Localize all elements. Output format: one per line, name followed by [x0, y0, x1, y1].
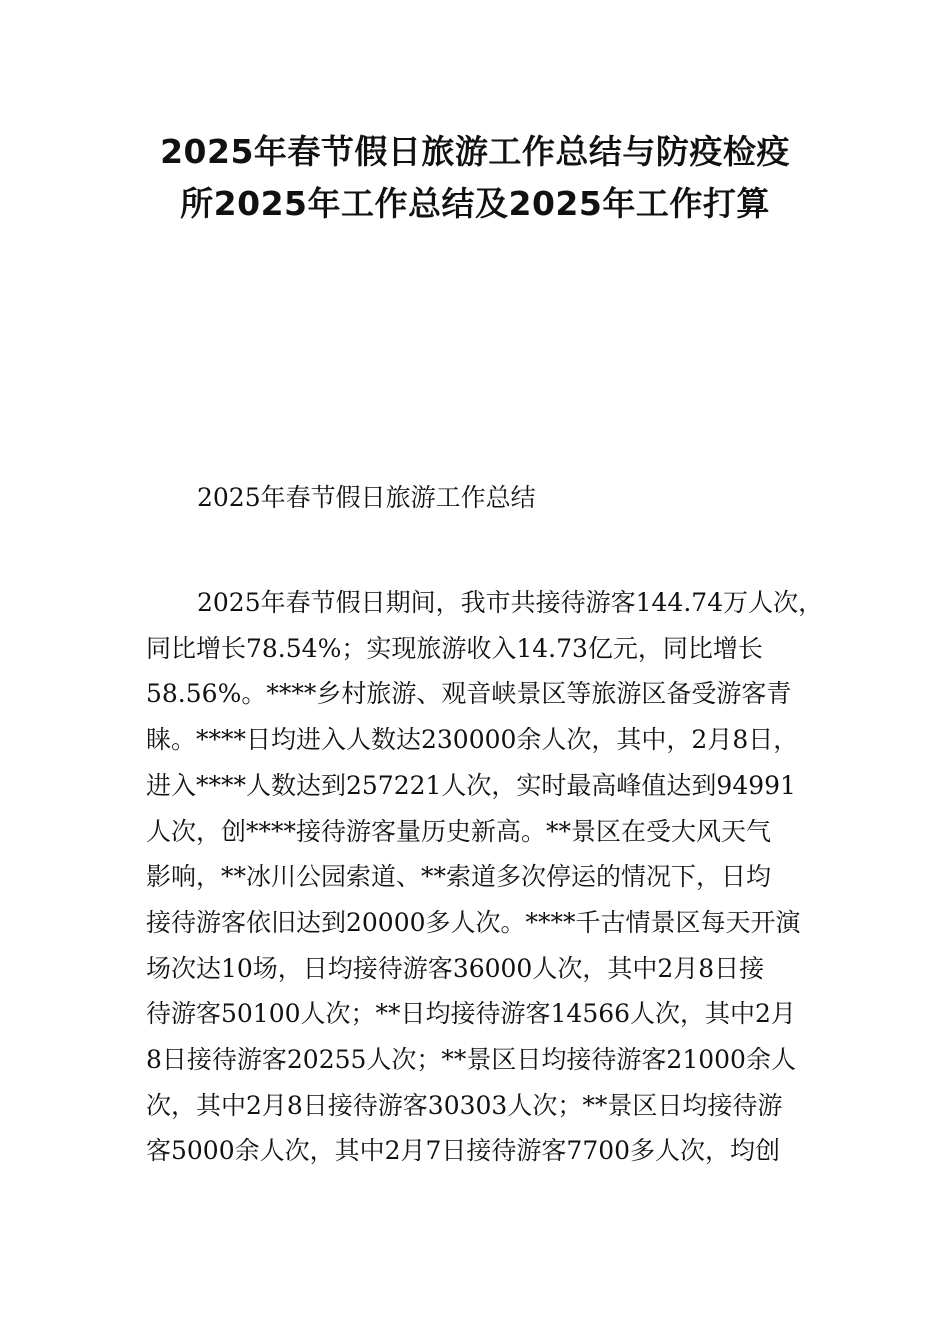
- body-line: 影响，**冰川公园索道、**索道多次停运的情况下，日均: [146, 862, 772, 892]
- body-line: 次，其中2月8日接待游客30303人次；**景区日均接待游: [146, 1090, 783, 1120]
- document-title: [120, 126, 830, 230]
- body-line: 客5000余人次，其中2月7日接待游客7700多人次，均创: [146, 1136, 781, 1166]
- body-line: 待游客50100人次；**日均接待游客14566人次，其中2月: [146, 999, 796, 1029]
- body-line: 58.56%。****乡村旅游、观音峡景区等旅游区备受游客青: [146, 679, 792, 709]
- title-line-1: 2025年春节假日旅游工作总结与防疫检疫: [160, 132, 790, 171]
- body-line: 进入****人数达到257221人次，实时最高峰值达到94991: [146, 770, 796, 800]
- body-line: 8日接待游客20255人次；**景区日均接待游客21000余人: [146, 1045, 796, 1075]
- body-line: 人次，创****接待游客量历史新高。**景区在受大风天气: [146, 816, 772, 846]
- body-line: 场次达10场，日均接待游客36000人次，其中2月8日接: [146, 953, 765, 983]
- body-line: 接待游客依旧达到20000多人次。****千古情景区每天开演: [146, 907, 801, 937]
- title-line-2: 所2025年工作总结及2025年工作打算: [180, 184, 770, 223]
- section-heading: 2025年春节假日旅游工作总结: [197, 483, 536, 512]
- body-paragraph: [146, 580, 826, 1174]
- body-line: 同比增长78.54%；实现旅游收入14.73亿元，同比增长: [146, 633, 763, 663]
- body-line: 睐。****日均进入人数达230000余人次，其中，2月8日，: [146, 725, 799, 755]
- body-line: 2025年春节假日期间，我市共接待游客144.74万人次，: [197, 588, 824, 617]
